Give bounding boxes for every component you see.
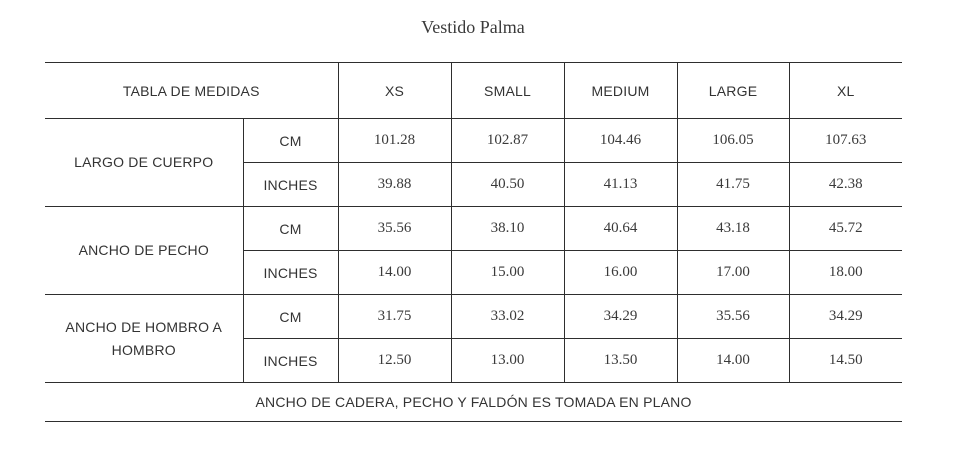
value-cell: 104.46: [564, 119, 677, 163]
value-cell: 13.50: [564, 339, 677, 383]
value-cell: 31.75: [338, 295, 451, 339]
value-cell: 35.56: [338, 207, 451, 251]
unit-label: CM: [243, 119, 338, 163]
footer-row: [45, 383, 902, 422]
value-cell: 41.13: [564, 163, 677, 207]
footer-note: ANCHO DE CADERA, PECHO Y FALDÓN ES TOMADA EN PLANO: [45, 383, 902, 422]
size-header-small: SMALL: [451, 63, 564, 119]
value-cell: 106.05: [677, 119, 789, 163]
unit-label: INCHES: [243, 339, 338, 383]
value-cell: 14.00: [677, 339, 789, 383]
value-cell: 14.50: [789, 339, 902, 383]
value-cell: 35.56: [677, 295, 789, 339]
value-cell: 12.50: [338, 339, 451, 383]
unit-label: CM: [243, 295, 338, 339]
value-cell: 13.00: [451, 339, 564, 383]
value-cell: 40.50: [451, 163, 564, 207]
value-cell: 34.29: [564, 295, 677, 339]
size-header-medium: MEDIUM: [564, 63, 677, 119]
value-cell: 41.75: [677, 163, 789, 207]
measurement-label: ANCHO DE HOMBRO A HOMBRO: [45, 295, 243, 383]
table-row: [45, 119, 902, 163]
value-cell: 14.00: [338, 251, 451, 295]
table-row: [45, 207, 902, 251]
value-cell: 18.00: [789, 251, 902, 295]
unit-label: INCHES: [243, 251, 338, 295]
measurement-label: LARGO DE CUERPO: [45, 119, 243, 207]
value-cell: 34.29: [789, 295, 902, 339]
unit-label: INCHES: [243, 163, 338, 207]
value-cell: 42.38: [789, 163, 902, 207]
value-cell: 17.00: [677, 251, 789, 295]
value-cell: 40.64: [564, 207, 677, 251]
value-cell: 107.63: [789, 119, 902, 163]
value-cell: 38.10: [451, 207, 564, 251]
size-chart-table: [45, 62, 902, 422]
corner-label: TABLA DE MEDIDAS: [45, 63, 338, 119]
value-cell: 102.87: [451, 119, 564, 163]
page-title: Vestido Palma: [421, 17, 525, 37]
value-cell: 39.88: [338, 163, 451, 207]
measurement-label: ANCHO DE PECHO: [45, 207, 243, 295]
value-cell: 101.28: [338, 119, 451, 163]
size-header-xl: XL: [789, 63, 902, 119]
value-cell: 15.00: [451, 251, 564, 295]
value-cell: 43.18: [677, 207, 789, 251]
size-header-large: LARGE: [677, 63, 789, 119]
value-cell: 16.00: [564, 251, 677, 295]
header-row: [45, 63, 902, 119]
size-header-xs: XS: [338, 63, 451, 119]
table-row: [45, 295, 902, 339]
value-cell: 45.72: [789, 207, 902, 251]
unit-label: CM: [243, 207, 338, 251]
value-cell: 33.02: [451, 295, 564, 339]
